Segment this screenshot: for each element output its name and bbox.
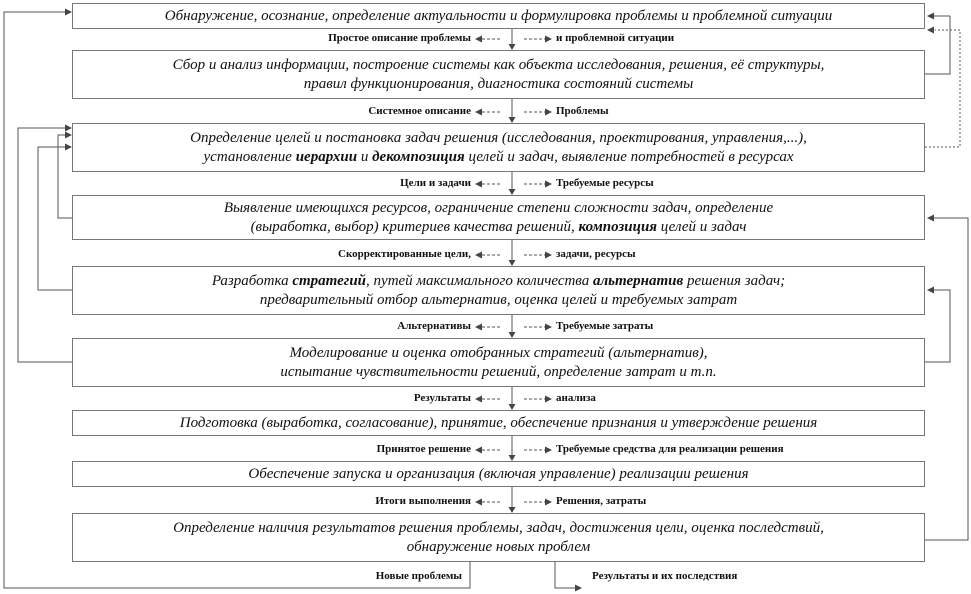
feedback-arrow: [65, 144, 72, 151]
emphasis-term: композиция: [578, 218, 658, 235]
text-segment: Выявление имеющихся ресурсов, ограничение степени сложности задач, определение: [223, 199, 774, 216]
emphasis-term: альтернатив: [592, 272, 684, 289]
connector-label-left: Системное описание: [368, 105, 471, 117]
text-segment: (выработка, выбор) критериев качества решений,: [250, 218, 579, 235]
connector-label-left: Результаты: [413, 392, 471, 404]
connector-label-left: Простое описание проблемы: [328, 32, 471, 44]
right-arrow: [545, 324, 552, 331]
connector-label-right: Требуемые затраты: [556, 320, 654, 332]
results-output: [555, 562, 575, 588]
emphasis-term: декомпозиция: [372, 148, 465, 165]
text-segment: Сбор и анализ информации, построение системы как объекта исследования, решения, её структуры,: [172, 56, 825, 73]
feedback-arrow: [65, 132, 72, 139]
left-arrow: [475, 252, 482, 259]
feedback-6-to-3b: [18, 128, 72, 362]
step-line: [251, 218, 747, 237]
step-box-8: [72, 461, 925, 487]
left-arrow: [475, 499, 482, 506]
feedback-3-to-1: [925, 30, 960, 147]
right-arrow: [545, 36, 552, 43]
connector-label-right: задачи, ресурсы: [556, 248, 636, 260]
left-arrow: [475, 447, 482, 454]
feedback-arrow: [927, 27, 934, 34]
left-arrow: [475, 324, 482, 331]
connector-label-left: Принятое решение: [376, 443, 471, 455]
text-segment: Разработка: [211, 272, 293, 289]
step-line: [224, 199, 773, 218]
feedback-2-to-1: [925, 16, 950, 74]
connector-label-right: Решения, затраты: [556, 495, 647, 507]
feedback-arrow: [927, 287, 934, 294]
step-line: [165, 7, 832, 26]
text-segment: решения задач;: [683, 272, 786, 289]
feedback-arrow: [65, 125, 72, 132]
left-arrow: [475, 109, 482, 116]
connector-label-left: Скорректированные цели,: [338, 248, 471, 260]
right-arrow: [545, 499, 552, 506]
step-line: [173, 519, 824, 538]
step-box-6: [72, 338, 925, 387]
text-segment: Обнаружение, осознание, определение актуальности и формулировка проблемы и проблемной ситуации: [164, 7, 833, 24]
left-arrow: [475, 36, 482, 43]
feedback-arrow: [927, 215, 934, 222]
text-segment: испытание чувствительности решений, определение затрат и т.п.: [280, 363, 717, 380]
feedback-arrow: [927, 13, 934, 20]
feedback-9-to-4: [925, 218, 968, 540]
step-line: [260, 291, 737, 310]
text-segment: правил функционирования, диагностика состояний системы: [303, 75, 694, 92]
step-line: [204, 148, 794, 167]
text-segment: Определение наличия результатов решения проблемы, задач, достижения цели, оценка последствий,: [173, 519, 824, 536]
right-arrow: [545, 447, 552, 454]
text-segment: установление: [203, 148, 296, 165]
connector-label-right: и проблемной ситуации: [556, 32, 675, 44]
text-segment: , путей максимального количества: [366, 272, 593, 289]
feedback-6-to-5: [925, 290, 950, 362]
right-arrow: [545, 109, 552, 116]
step-box-4: [72, 195, 925, 240]
step-box-1: [72, 3, 925, 29]
step-box-2: [72, 50, 925, 99]
step-box-7: [72, 410, 925, 436]
connector-label-left: Итоги выполнения: [375, 495, 471, 507]
step-line: [190, 129, 807, 148]
step-line: [280, 363, 716, 382]
text-segment: и: [357, 148, 373, 165]
right-arrow: [545, 396, 552, 403]
text-segment: целей и задач, выявление потребностей в ресурсах: [464, 148, 794, 165]
step-box-3: [72, 123, 925, 172]
text-segment: целей и задач: [657, 218, 747, 235]
step-line: [407, 538, 590, 557]
step-line: [290, 344, 708, 363]
step-line: [180, 414, 818, 433]
output-arrow: [575, 585, 582, 592]
text-segment: обнаружение новых проблем: [406, 538, 591, 555]
left-arrow: [475, 396, 482, 403]
bottom-label-results: Результаты и их последствия: [592, 570, 738, 582]
connector-label-right: Требуемые средства для реализации решения: [556, 443, 784, 455]
connector-label-left: Альтернативы: [397, 320, 471, 332]
text-segment: предварительный отбор альтернатив, оценка целей и требуемых затрат: [259, 291, 738, 308]
text-segment: Моделирование и оценка отобранных стратегий (альтернатив),: [289, 344, 708, 361]
left-arrow: [475, 181, 482, 188]
step-line: [248, 465, 748, 484]
right-arrow: [545, 252, 552, 259]
bottom-label-new-problems: Новые проблемы: [375, 570, 462, 582]
step-line: [212, 272, 785, 291]
text-segment: Определение целей и постановка задач решения (исследования, проектирования, управления,...),: [190, 129, 807, 146]
text-segment: Подготовка (выработка, согласование), принятие, обеспечение признания и утверждение решения: [179, 414, 818, 431]
connector-label-right: Проблемы: [556, 105, 609, 117]
text-segment: Обеспечение запуска и организация (включая управление) реализации решения: [248, 465, 749, 482]
connector-label-right: анализа: [556, 392, 596, 404]
step-line: [304, 75, 694, 94]
step-line: [173, 56, 825, 75]
emphasis-term: стратегий: [292, 272, 367, 289]
feedback-arrow: [65, 9, 72, 16]
connector-label-right: Требуемые ресурсы: [556, 177, 654, 189]
connector-label-left: Цели и задачи: [400, 177, 471, 189]
step-box-9: [72, 513, 925, 562]
emphasis-term: иерархии: [295, 148, 358, 165]
right-arrow: [545, 181, 552, 188]
step-box-5: [72, 266, 925, 315]
